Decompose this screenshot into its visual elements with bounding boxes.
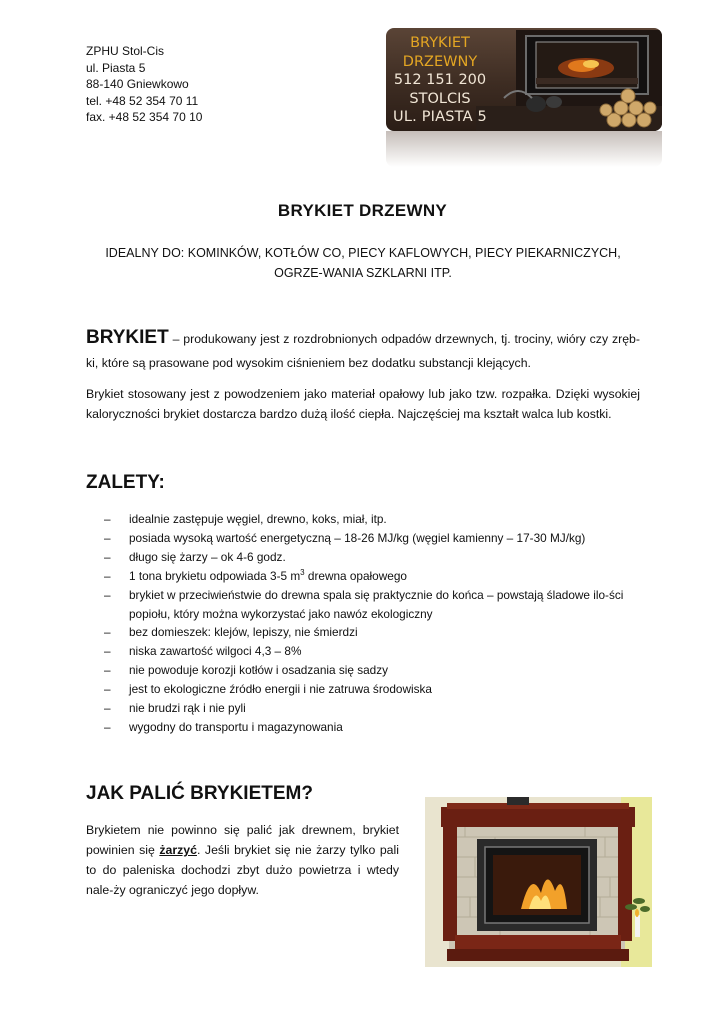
company-address [86,43,202,126]
list-item: – niska zawartość wilgoci 4,3 – 8% [104,642,634,661]
company-city: 88-140 Gniewkowo [86,77,189,91]
banner-line-phone: 512 151 200 [393,72,487,88]
howto-paragraph: Brykietem nie powinno się palić jak drewnem, brykiet powinien się żarzyć. Jeśli brykiet się nie żarzy tylko pali to do paleniska dochodzi zbyt dużo powietrza i wtedy nale-ży ograniczyć jego dopływ. [86,823,399,897]
advantages-list [104,510,634,737]
list-item: – brykiet w przeciwieństwie do drewna spala się praktycznie do końca – powstają śladowe ilo-ści popiołu, który można wykorzystać jako nawóz ekologiczny [104,587,624,621]
list-item: – 1 tona brykietu odpowiada 3-5 $m^3$ drewna opałowego [104,567,634,586]
list-item: – bez domieszek: klejów, lepiszy, nie śmierdzi [104,623,634,642]
dash-bullet-icon: – [104,568,111,583]
company-phone: tel. +48 52 354 70 11 [86,93,199,108]
intro-term: BRYKIET [86,327,169,348]
dash-bullet-icon: – [104,549,111,564]
intro-definition: – produkowany jest z rozdrobnionych odpadów drzewnych, tj. trociny, wióry czy zręb-ki, które są prasowane pod wysokim ciśnieniem bez dodatku substancji klejących. [86,332,640,370]
page-subtitle: IDEALNY DO: KOMINKÓW, KOTŁÓW CO, PIECY KAFLOWYCH, PIECY PIEKARNICZYCH, OGRZE-WANIA SZKLARNI ITP. [105,246,621,280]
company-street: ul. Piasta 5 [86,60,146,75]
list-item: – posiada wysoką wartość energetyczną – 18-26 MJ/kg (węgiel kamienny – 17-30 MJ/kg) [104,529,634,548]
dash-bullet-icon: – [104,663,111,678]
advantages-heading: ZALETY: [86,472,165,493]
fireplace-image [425,797,652,967]
page-title: BRYKIET DRZEWNY [277,201,448,220]
banner-line-product: BRYKIET [410,35,470,51]
dash-bullet-icon: – [104,625,111,640]
howto-emphasis: żarzyć [159,843,197,857]
header-banner [386,28,662,131]
list-item: – nie brudzi rąk i nie pyli [104,699,634,718]
dash-bullet-icon: – [104,587,111,602]
superscript: 3 [300,567,305,577]
fireplace-photo [425,797,652,967]
banner-reflection [386,131,662,167]
company-name: ZPHU Stol-Cis [86,44,165,58]
usage-paragraph: Brykiet stosowany jest z powodzeniem jako materiał opałowy lub jako tzw. rozpałka. Dzięki wysokiej kaloryczności brykiet dostarcza bardzo dużą ilość ciepła. Najczęściej ma kształt walca lub kostki. [86,387,640,421]
dash-bullet-icon: – [104,719,111,734]
dash-bullet-icon: – [104,512,111,526]
company-fax: fax. +48 52 354 70 10 [86,110,203,124]
list-item: – długo się żarzy – ok 4-6 godz. [104,548,634,567]
list-item: – wygodny do transportu i magazynowania [104,718,634,737]
dash-bullet-icon: – [104,644,111,659]
intro-paragraph [86,326,640,375]
list-item: – idealnie zastępuje węgiel, drewno, koks, miał, itp. [104,510,634,529]
banner-line-address: UL. PIASTA 5 [393,109,487,125]
dash-bullet-icon: – [104,530,111,545]
banner-line-type: DRZEWNY [402,53,478,70]
list-item: – nie powoduje korozji kotłów i osadzania się sadzy [104,661,634,680]
dash-bullet-icon: – [104,701,111,716]
howto-heading: JAK PALIĆ BRYKIETEM? [86,783,313,804]
banner-line-company: STOLCIS [409,90,471,107]
banner-text [390,34,490,127]
list-item: – jest to ekologiczne źródło energii i nie zatruwa środowiska [104,680,634,699]
dash-bullet-icon: – [104,682,111,697]
